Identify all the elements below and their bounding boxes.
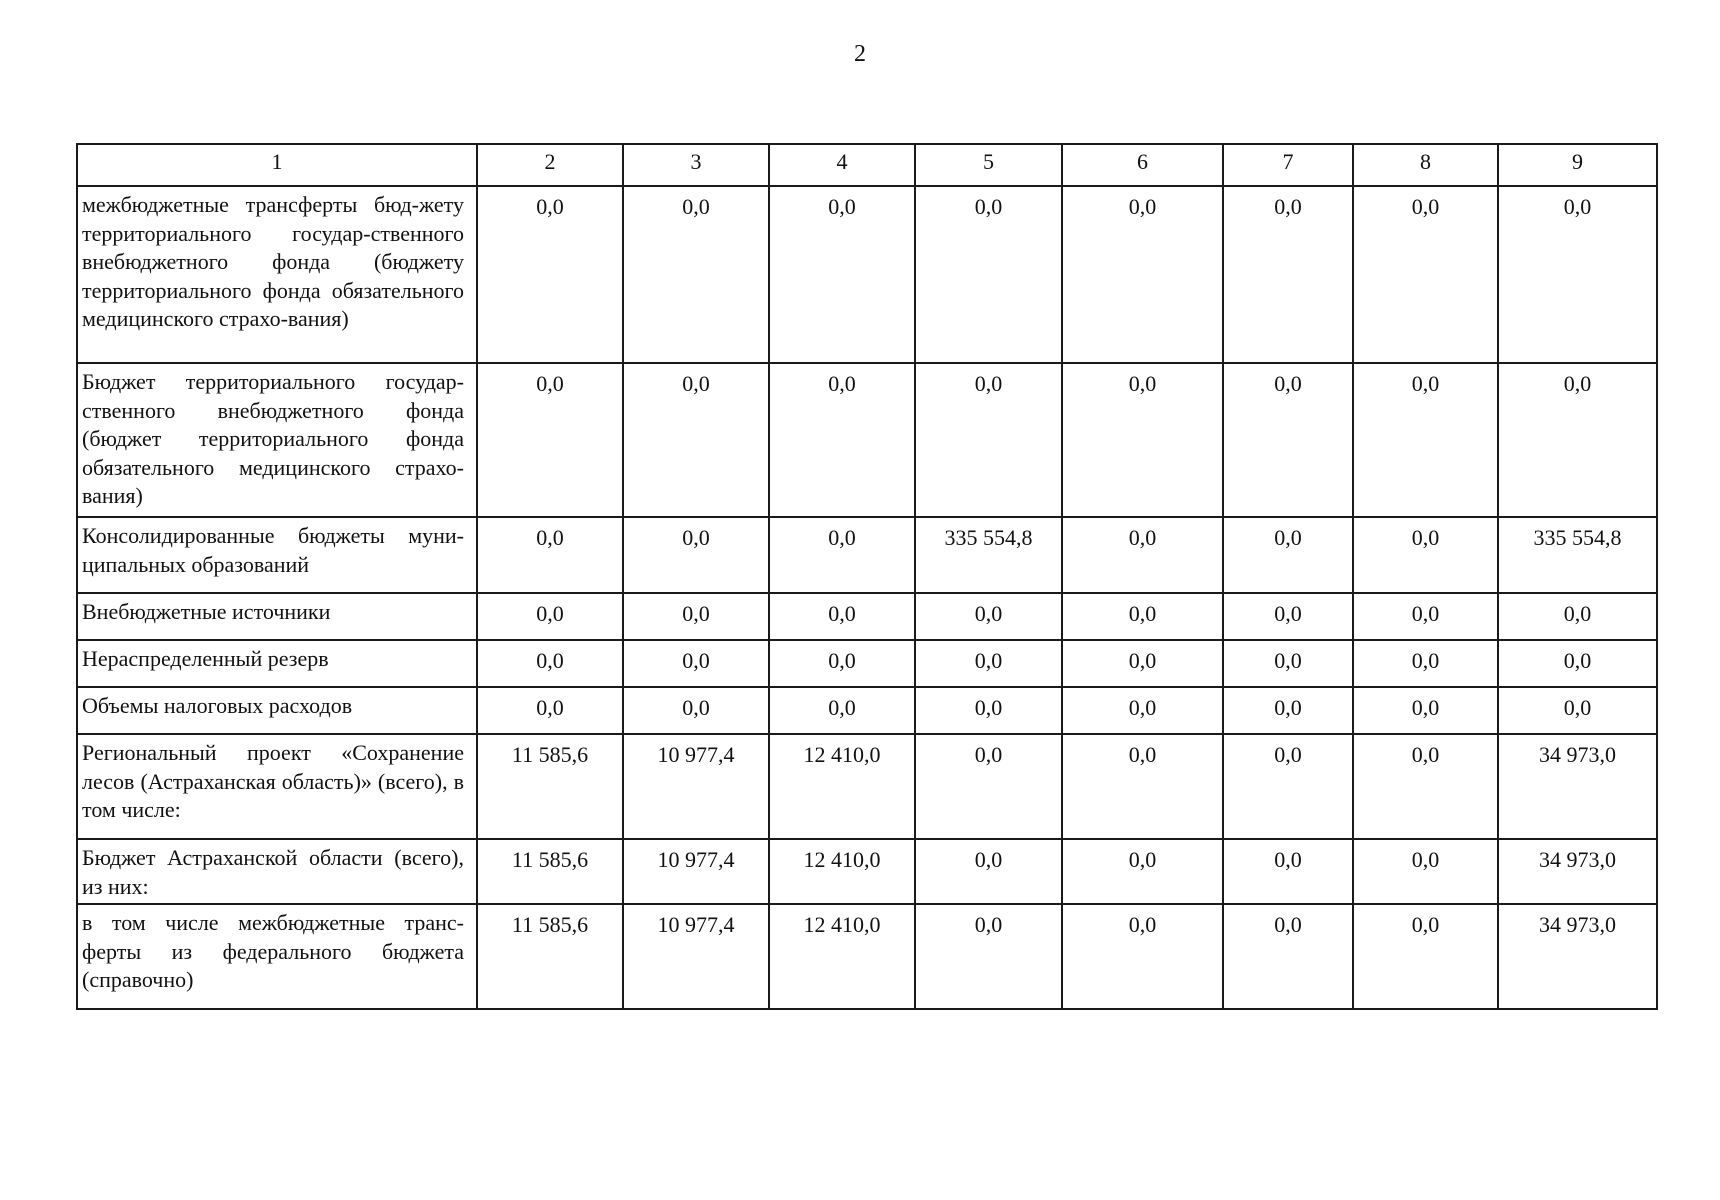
table-row	[77, 363, 1657, 517]
cell-value: 0,0	[477, 687, 623, 734]
cell-value: 0,0	[1353, 363, 1498, 517]
cell-value: 0,0	[623, 687, 769, 734]
cell-value: 0,0	[769, 517, 915, 593]
cell-value: 0,0	[1353, 517, 1498, 593]
cell-value: 0,0	[623, 593, 769, 640]
cell-value: 11 585,6	[477, 734, 623, 839]
cell-value: 0,0	[915, 363, 1062, 517]
cell-value: 0,0	[623, 517, 769, 593]
cell-value: 0,0	[1062, 839, 1223, 904]
table-header	[77, 144, 1657, 186]
cell-value: 0,0	[1498, 363, 1657, 517]
cell-value: 0,0	[1353, 839, 1498, 904]
cell-value: 34 973,0	[1498, 734, 1657, 839]
cell-value: 0,0	[1353, 640, 1498, 687]
cell-value: 0,0	[915, 839, 1062, 904]
row-label: Внебюджетные источники	[77, 593, 477, 640]
cell-value: 10 977,4	[623, 734, 769, 839]
cell-value: 0,0	[1223, 734, 1353, 839]
cell-value: 0,0	[915, 904, 1062, 1009]
row-label: Бюджет территориального государ-ственного внебюджетного фонда (бюджет территориального фонда обязательного медицинского страхо-вания)	[77, 363, 477, 517]
table-row	[77, 186, 1657, 363]
cell-value: 0,0	[477, 640, 623, 687]
table-row	[77, 687, 1657, 734]
column-header: 2	[477, 144, 623, 186]
cell-value: 0,0	[1223, 640, 1353, 687]
cell-value: 0,0	[769, 363, 915, 517]
cell-value: 0,0	[1223, 363, 1353, 517]
cell-value: 0,0	[915, 687, 1062, 734]
table-row	[77, 734, 1657, 839]
cell-value: 12 410,0	[769, 734, 915, 839]
cell-value: 0,0	[1062, 363, 1223, 517]
cell-value: 0,0	[1062, 186, 1223, 363]
cell-value: 0,0	[1353, 734, 1498, 839]
column-header: 9	[1498, 144, 1657, 186]
cell-value: 0,0	[623, 186, 769, 363]
column-header: 3	[623, 144, 769, 186]
cell-value: 0,0	[1353, 687, 1498, 734]
cell-value: 0,0	[1498, 593, 1657, 640]
cell-value: 0,0	[1062, 734, 1223, 839]
cell-value: 0,0	[1223, 839, 1353, 904]
header-row	[77, 144, 1657, 186]
cell-value: 0,0	[1062, 517, 1223, 593]
cell-value: 10 977,4	[623, 839, 769, 904]
column-header: 8	[1353, 144, 1498, 186]
cell-value: 0,0	[1353, 904, 1498, 1009]
cell-value: 0,0	[1062, 904, 1223, 1009]
cell-value: 0,0	[1223, 687, 1353, 734]
table-row	[77, 640, 1657, 687]
table-body	[77, 186, 1657, 1009]
cell-value: 0,0	[477, 593, 623, 640]
cell-value: 0,0	[623, 640, 769, 687]
cell-value: 0,0	[477, 186, 623, 363]
page-number: 2	[854, 41, 866, 67]
row-label: Консолидированные бюджеты муни-ципальных образований	[77, 517, 477, 593]
cell-value: 0,0	[1223, 517, 1353, 593]
cell-value: 0,0	[769, 687, 915, 734]
cell-value: 0,0	[1062, 593, 1223, 640]
cell-value: 0,0	[623, 363, 769, 517]
cell-value: 0,0	[1353, 186, 1498, 363]
cell-value: 0,0	[1353, 593, 1498, 640]
column-header: 6	[1062, 144, 1223, 186]
column-header: 7	[1223, 144, 1353, 186]
cell-value: 11 585,6	[477, 839, 623, 904]
table-row	[77, 593, 1657, 640]
cell-value: 11 585,6	[477, 904, 623, 1009]
cell-value: 0,0	[1498, 640, 1657, 687]
cell-value: 0,0	[769, 593, 915, 640]
cell-value: 0,0	[1223, 904, 1353, 1009]
table-row	[77, 904, 1657, 1009]
column-header: 4	[769, 144, 915, 186]
cell-value: 0,0	[1062, 640, 1223, 687]
table-row	[77, 517, 1657, 593]
cell-value: 0,0	[769, 640, 915, 687]
cell-value: 0,0	[769, 186, 915, 363]
cell-value: 0,0	[1498, 186, 1657, 363]
cell-value: 0,0	[915, 593, 1062, 640]
cell-value: 12 410,0	[769, 904, 915, 1009]
cell-value: 34 973,0	[1498, 904, 1657, 1009]
cell-value: 0,0	[915, 186, 1062, 363]
cell-value: 0,0	[915, 734, 1062, 839]
cell-value: 10 977,4	[623, 904, 769, 1009]
row-label: Объемы налоговых расходов	[77, 687, 477, 734]
cell-value: 12 410,0	[769, 839, 915, 904]
cell-value: 0,0	[1223, 186, 1353, 363]
row-label: Региональный проект «Сохранение лесов (Астраханская область)» (всего), в том числе:	[77, 734, 477, 839]
cell-value: 335 554,8	[1498, 517, 1657, 593]
cell-value: 0,0	[477, 517, 623, 593]
cell-value: 0,0	[477, 363, 623, 517]
table-row	[77, 839, 1657, 904]
row-label: межбюджетные трансферты бюд-жету территориального государ-ственного внебюджетного фонда (бюджету территориального фонда обязательного медицинского страхо-вания)	[77, 186, 477, 363]
cell-value: 0,0	[1062, 687, 1223, 734]
cell-value: 0,0	[1498, 687, 1657, 734]
cell-value: 0,0	[1223, 593, 1353, 640]
cell-value: 0,0	[915, 640, 1062, 687]
row-label: Бюджет Астраханской области (всего), из них:	[77, 839, 477, 904]
cell-value: 335 554,8	[915, 517, 1062, 593]
column-header: 1	[77, 144, 477, 186]
budget-table	[76, 143, 1658, 1010]
row-label: в том числе межбюджетные транс-ферты из федерального бюджета (справочно)	[77, 904, 477, 1009]
column-header: 5	[915, 144, 1062, 186]
row-label: Нераспределенный резерв	[77, 640, 477, 687]
cell-value: 34 973,0	[1498, 839, 1657, 904]
